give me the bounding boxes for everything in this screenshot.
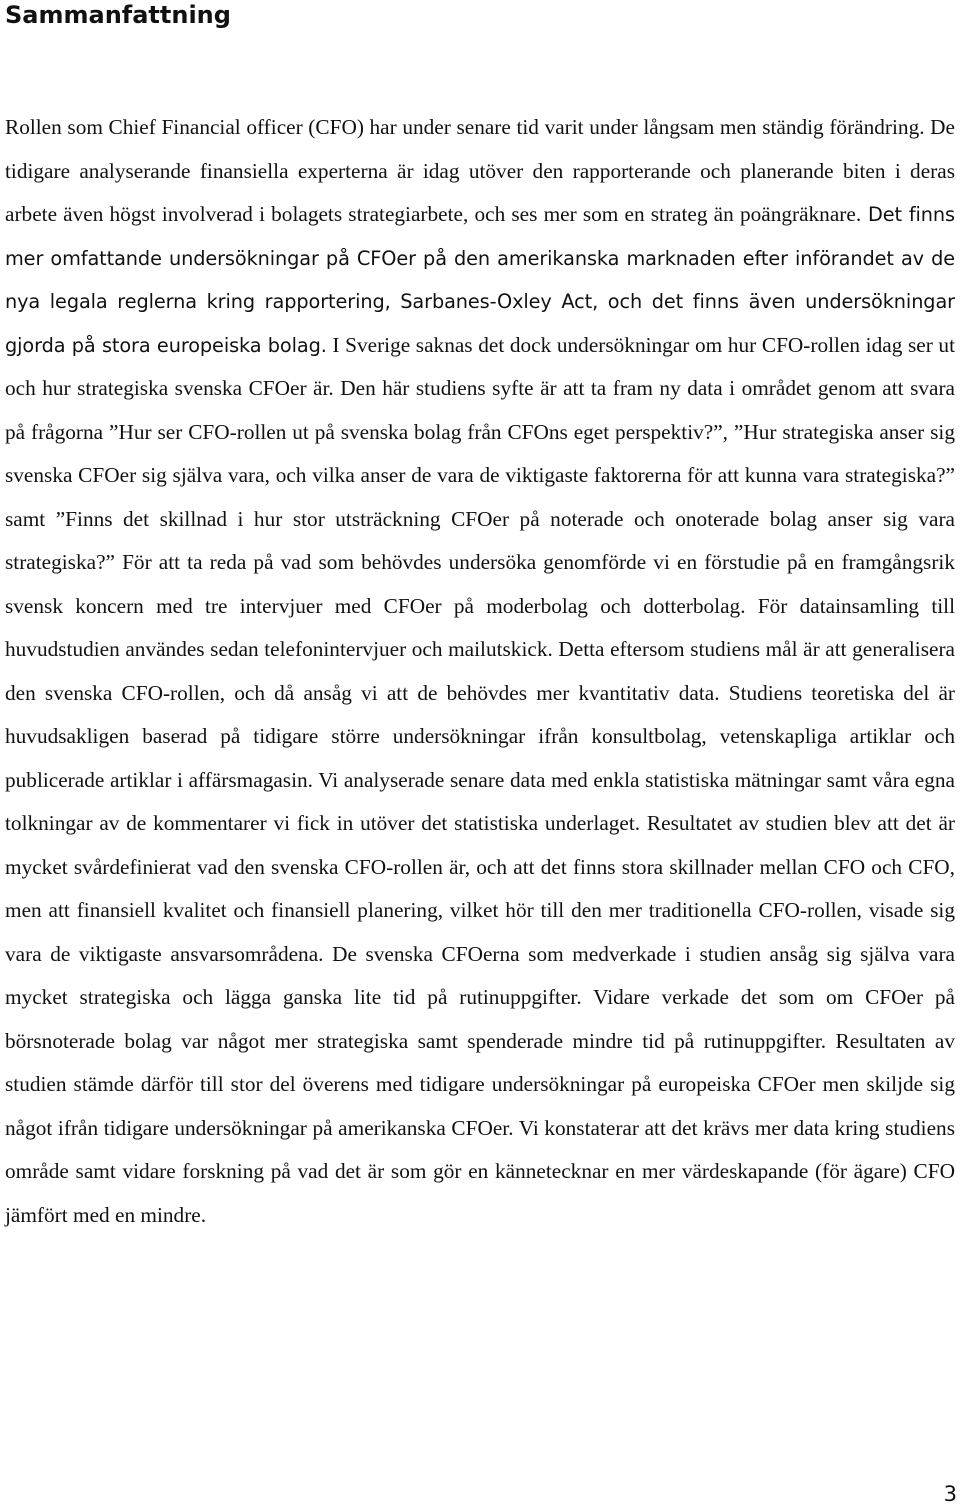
page-title: Sammanfattning	[5, 1, 231, 29]
summary-text-part-1: Rollen som Chief Financial officer (CFO) har under senare tid varit under långsam men ständig förändring. De tidigare analyserande finansiella experterna är idag utöver den rapporterande och planerande biten i deras arbete även högst involverad i bolagets strategiarbete, och ses mer som en strateg än poängräknare.	[5, 115, 955, 226]
page-number: 3	[943, 1482, 957, 1506]
summary-paragraph	[5, 106, 955, 1237]
summary-text-part-3: I Sverige saknas det dock undersökningar om hur CFO-rollen idag ser ut och hur strategiska svenska CFOer är. Den här studiens syfte är att ta fram ny data i området genom att svara på frågorna ”Hur ser CFO-rollen ut på svenska bolag från CFOns eget perspektiv?”, ”Hur strategiska anser sig svenska CFOer sig själva vara, och vilka anser de vara de viktigaste faktorerna för att kunna vara strategiska?” samt ”Finns det skillnad i hur stor utsträckning CFOer på noterade och onoterade bolag anser sig vara strategiska?” För att ta reda på vad som behövdes undersöka genomförde vi en förstudie på en framgångsrik svensk koncern med tre intervjuer med CFOer på moderbolag och dotterbolag. För datainsamling till huvudstudien användes sedan telefonintervjuer och mailutskick. Detta eftersom studiens mål är att generalisera den svenska CFO-rollen, och då ansåg vi att de behövdes mer kvantitativ data. Studiens teoretiska del är huvudsakligen baserad på tidigare större undersökningar ifrån konsultbolag, vetenskapliga artiklar och publicerade artiklar i affärsmagasin. Vi analyserade senare data med enkla statistiska mätningar samt våra egna tolkningar av de kommentarer vi fick in utöver det statistiska underlaget. Resultatet av studien blev att det är mycket svårdefinierat vad den svenska CFO-rollen är, och att det finns stora skillnader mellan CFO och CFO, men att finansiell kvalitet och finansiell planering, vilket hör till den mer traditionella CFO-rollen, visade sig vara de viktigaste ansvarsområdena. De svenska CFOerna som medverkade i studien ansåg sig själva vara mycket strategiska och lägga ganska lite tid på rutinuppgifter. Vidare verkade det som om CFOer på börsnoterade bolag var något mer strategiska samt spenderade mindre tid på rutinuppgifter. Resultaten av studien stämde därför till stor del överens med tidigare undersökningar på europeiska CFOer men skiljde sig något ifrån tidigare undersökningar på amerikanska CFOer. Vi konstaterar att det krävs mer data kring studiens område samt vidare forskning på vad det är som gör en kännetecknar en mer värdeskapande (för ägare) CFO jämfört med en mindre.	[5, 332, 956, 1227]
summary-text-part-2: Det finns mer omfattande undersökningar på CFOer på den amerikanska marknaden efter införandet av de nya legala reglerna kring rapportering, Sarbanes-Oxley Act, och det finns även undersökningar gjorda på stora europeiska bolag.	[5, 203, 955, 357]
